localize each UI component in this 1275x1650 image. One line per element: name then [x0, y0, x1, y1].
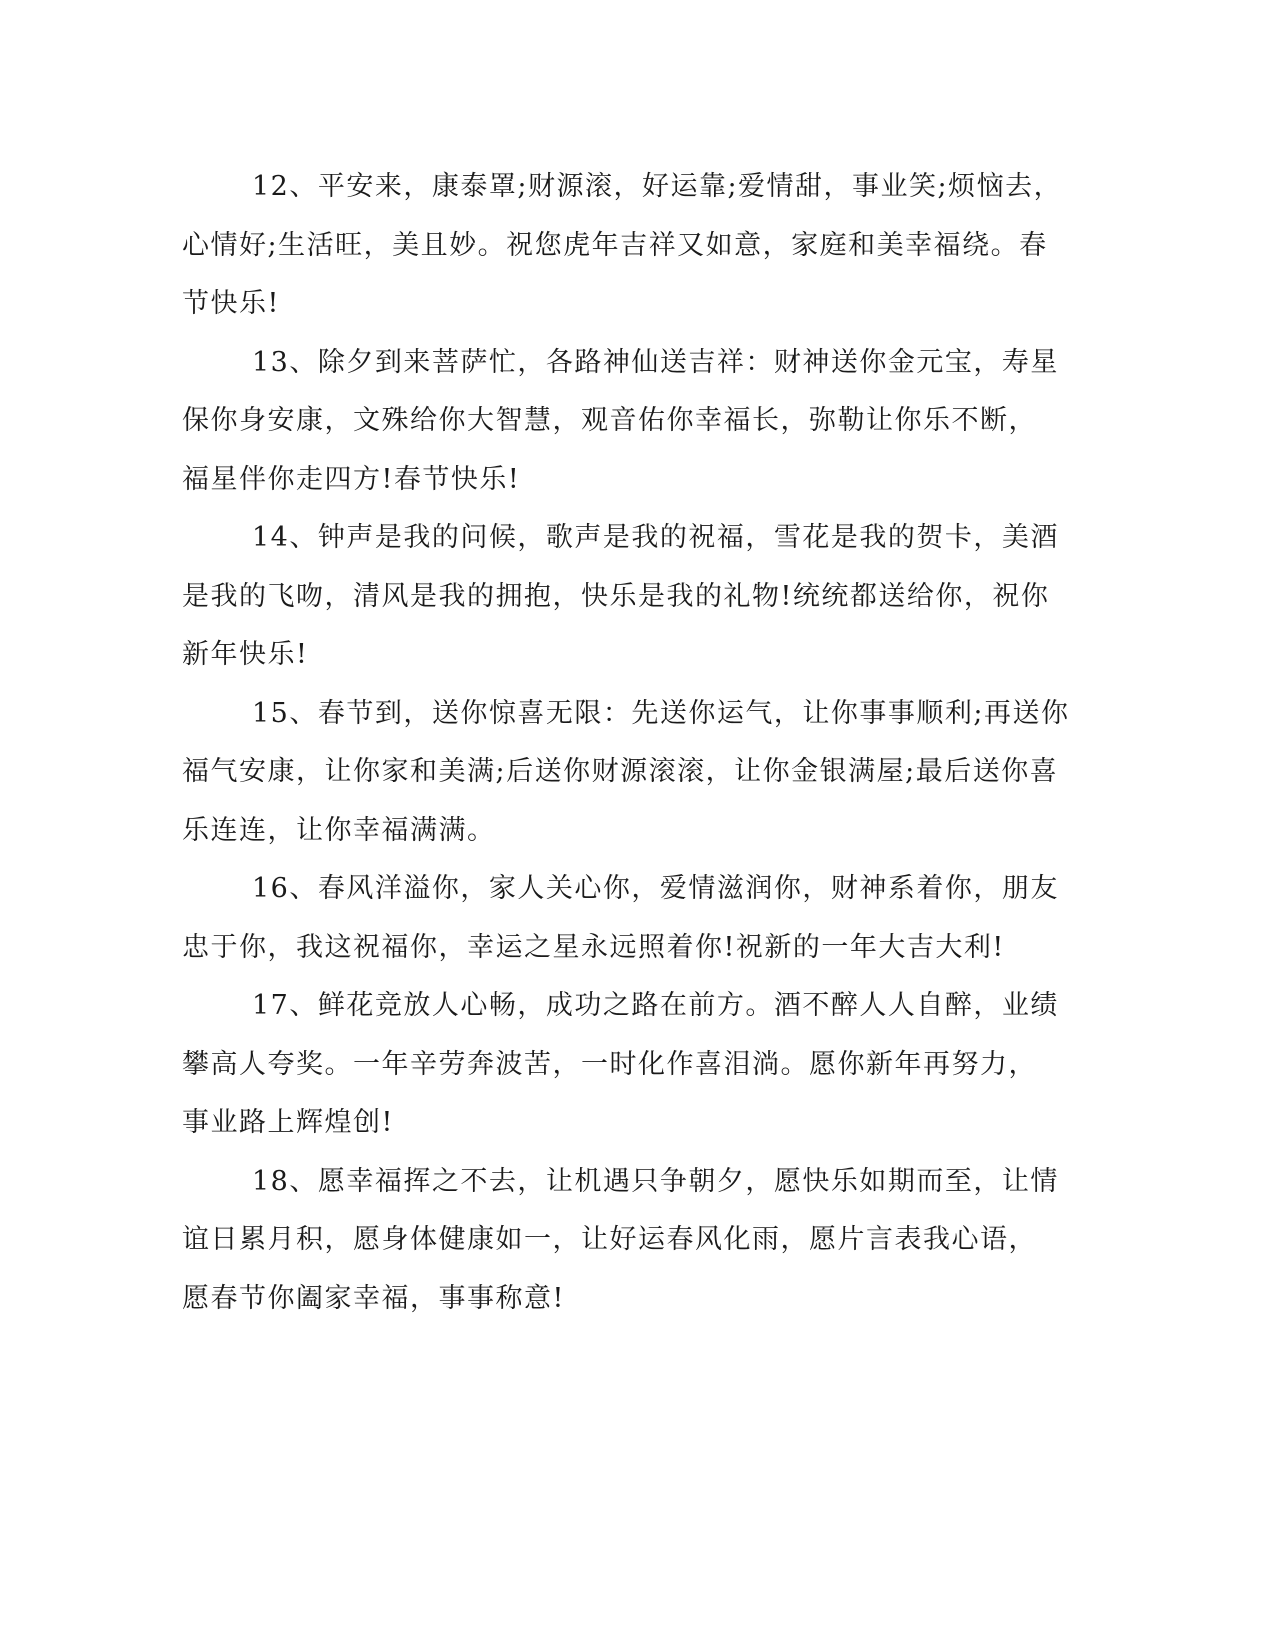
- paragraph-line: 14、钟声是我的问候，歌声是我的祝福，雪花是我的贺卡，美酒: [252, 522, 1059, 553]
- paragraph-17: [182, 977, 1059, 1153]
- paragraph-line: 愿春节你阖家幸福，事事称意!: [182, 1282, 565, 1314]
- paragraph-line: 心情好;生活旺，美且妙。祝您虎年吉祥又如意，家庭和美幸福绕。春: [182, 229, 1048, 261]
- paragraph-line: 12、平安来，康泰罩;财源滚，好运靠;爱情甜，事业笑;烦恼去，: [252, 171, 1063, 202]
- paragraph-line: 15、春节到，送你惊喜无限：先送你运气，让你事事顺利;再送你: [252, 697, 1070, 729]
- paragraph-18: [182, 1153, 1059, 1329]
- paragraph-line: 福气安康，让你家和美满;后送你财源滚滚，让你金银满屋;最后送你喜: [182, 756, 1059, 787]
- paragraph-line: 13、除夕到来菩萨忙，各路神仙送吉祥：财神送你金元宝，寿星: [252, 346, 1059, 378]
- paragraph-line: 福星伴你走四方!春节快乐!: [182, 463, 521, 495]
- paragraph-12: [182, 158, 1063, 334]
- paragraph-line: 新年快乐!: [182, 639, 309, 670]
- paragraph-line: 18、愿幸福挥之不去，让机遇只争朝夕，愿快乐如期而至，让情: [252, 1165, 1059, 1197]
- paragraph-16: [182, 860, 1059, 977]
- paragraph-line: 攀高人夸奖。一年辛劳奔波苦，一时化作喜泪淌。愿你新年再努力，: [182, 1048, 1037, 1080]
- paragraph-line: 保你身安康，文殊给你大智慧，观音佑你幸福长，弥勒让你乐不断，: [182, 405, 1037, 436]
- document-body: [182, 158, 1070, 1328]
- paragraph-15: [182, 685, 1070, 861]
- paragraph-line: 节快乐!: [182, 288, 280, 319]
- paragraph-line: 16、春风洋溢你，家人关心你，爱情滋润你，财神系着你，朋友: [252, 873, 1059, 904]
- paragraph-line: 事业路上辉煌创!: [182, 1107, 394, 1138]
- paragraph-13: [182, 334, 1059, 510]
- paragraph-14: [182, 509, 1059, 685]
- paragraph-line: 是我的飞吻，清风是我的拥抱，快乐是我的礼物!统统都送给你，祝你: [182, 580, 1050, 612]
- paragraph-line: 谊日累月积，愿身体健康如一，让好运春风化雨，愿片言表我心语，: [182, 1224, 1037, 1255]
- paragraph-line: 17、鲜花竞放人心畅，成功之路在前方。酒不醉人人自醉，业绩: [252, 990, 1059, 1021]
- paragraph-line: 忠于你，我这祝福你，幸运之星永远照着你!祝新的一年大吉大利!: [182, 931, 1005, 963]
- paragraph-line: 乐连连，让你幸福满满。: [182, 814, 496, 846]
